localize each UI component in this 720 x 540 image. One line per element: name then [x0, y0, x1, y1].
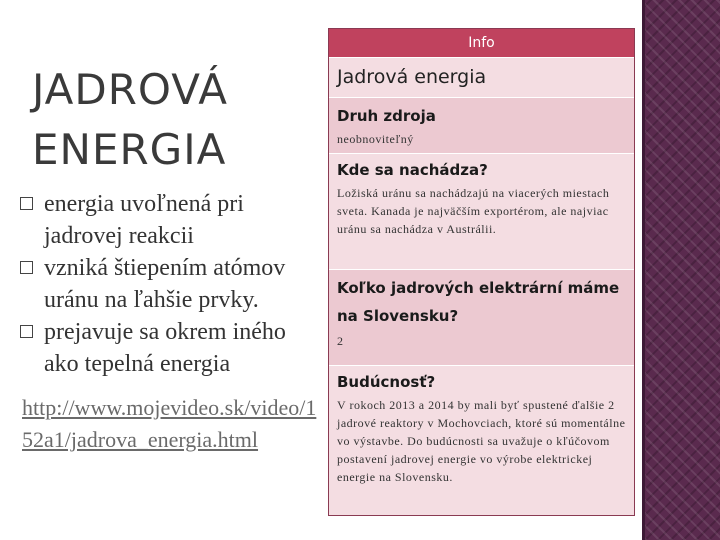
- info-section-heading: Koľko jadrových elektrární máme na Slovensku?: [337, 279, 620, 325]
- slide-title-line-1: JADROVÁ: [32, 65, 228, 114]
- info-section-heading: Budúcnosť?: [337, 373, 436, 391]
- info-panel-title-section: [329, 57, 634, 97]
- info-section-plants-count: [329, 269, 634, 365]
- bullet-list: [20, 188, 325, 380]
- bullet-item: [20, 188, 325, 252]
- bullet-text: vzniká štiepením atómov uránu na ľahšie prvky.: [44, 255, 286, 313]
- bullet-item: [20, 316, 325, 380]
- checkbox-bullet-icon: [20, 261, 33, 274]
- info-section-heading: Kde sa nachádza?: [337, 161, 488, 179]
- bullet-item: [20, 252, 325, 316]
- info-panel-title: Jadrová energia: [337, 66, 487, 88]
- bullet-text: energia uvoľnená pri jadrovej reakcii: [44, 191, 244, 249]
- decorative-side-strip: [642, 0, 720, 540]
- slide-title: [32, 60, 312, 180]
- info-panel-header: Info: [329, 29, 634, 57]
- checkbox-bullet-icon: [20, 325, 33, 338]
- info-section-location: [329, 153, 634, 269]
- bullet-text: prejavuje sa okrem iného ako tepelná energia: [44, 319, 286, 377]
- info-section-future: [329, 365, 634, 513]
- slide-title-line-2: ENERGIA: [32, 125, 227, 174]
- info-section-text: Ložiská uránu sa nachádzajú na viacerých miestach sveta. Kanada je najväčším exportérom, ale najviac uránu sa nachádza v Austrálii.: [337, 186, 610, 236]
- info-section-source-type: [329, 97, 634, 153]
- video-link[interactable]: http://www.mojevideo.sk/video/152a1/jadrova_energia.html: [22, 395, 317, 452]
- info-panel: [328, 28, 635, 516]
- info-section-text: 2: [337, 334, 344, 348]
- checkbox-bullet-icon: [20, 197, 33, 210]
- info-section-text: V rokoch 2013 a 2014 by mali byť spustené ďalšie 2 jadrové reaktory v Mochovciach, ktoré sú momentálne vo výstavbe. Do budúcnosti sa uvažuje o kľúčovom postavení jadrovej energie vo výrobe elektrickej energie na Slovensku.: [337, 398, 626, 484]
- info-section-heading: Druh zdroja: [337, 107, 436, 125]
- info-section-text: neobnoviteľný: [337, 132, 414, 146]
